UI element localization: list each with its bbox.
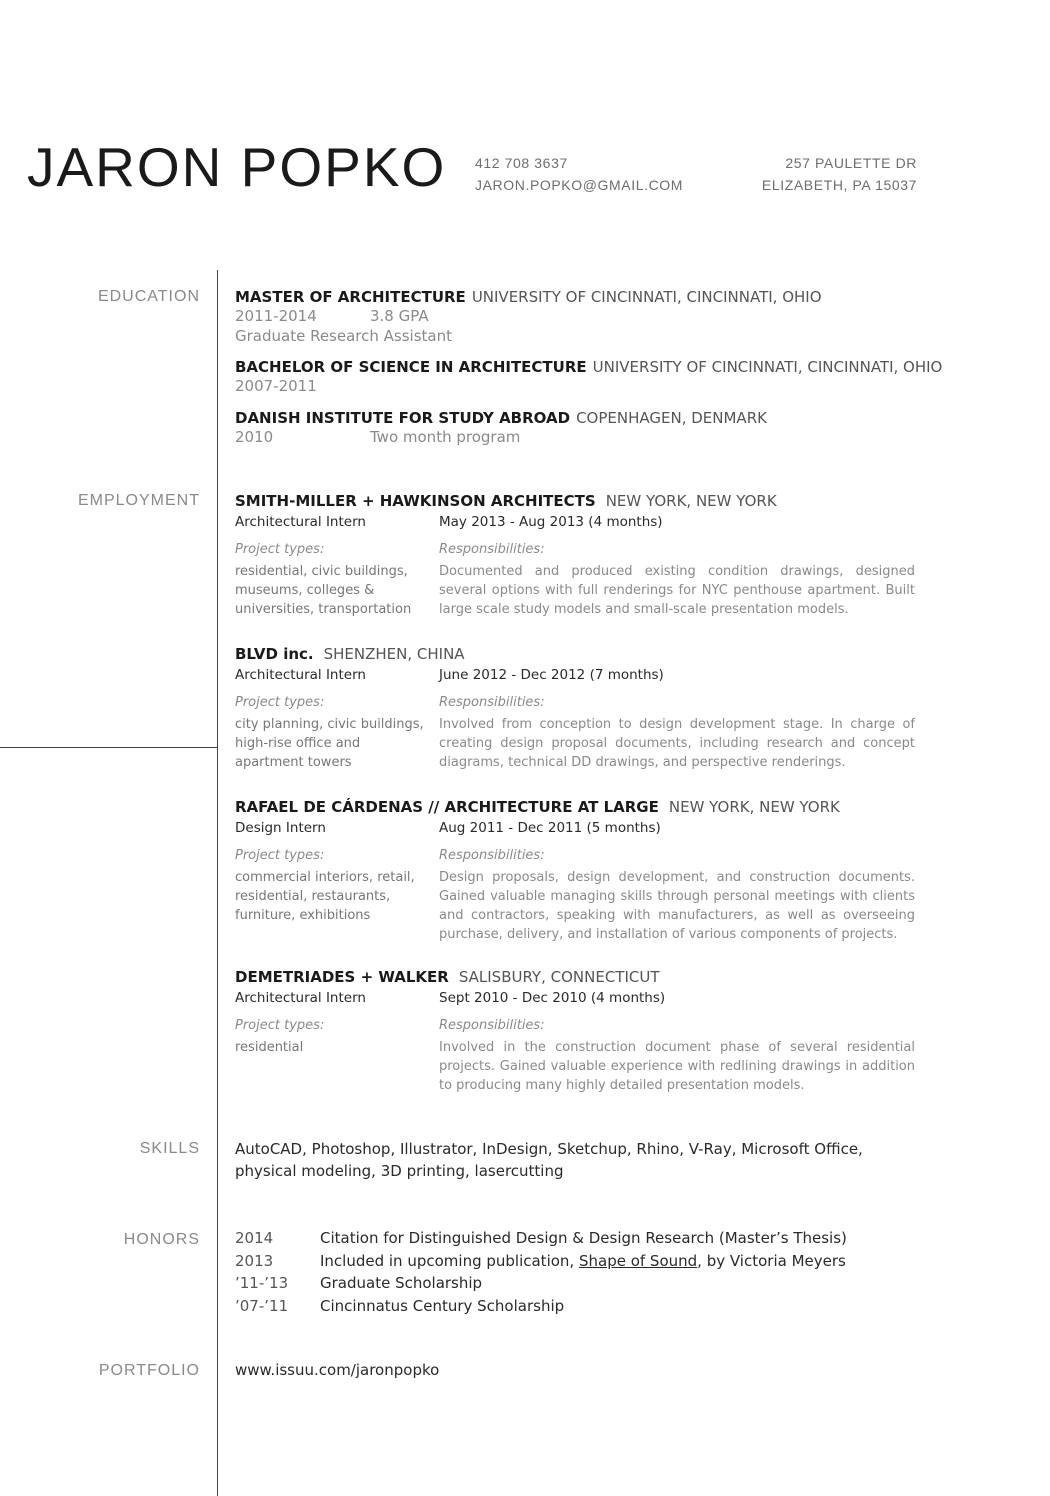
firm-location: SALISBURY, CONNECTICUT [458,968,660,986]
job-role: Architectural Intern [235,514,366,530]
section-label-employment: EMPLOYMENT [77,492,200,509]
project-types: city planning, civic buildings, high-rise office and apartment towers [235,717,424,770]
project-types-label: Project types: [235,1018,325,1033]
job-dates: Sept 2010 - Dec 2010 (4 months) [439,990,666,1006]
education-years: 2007-2011 [235,377,317,395]
section-label-education: EDUCATION [97,288,200,305]
job-role: Design Intern [235,820,326,836]
project-types-label: Project types: [235,542,325,557]
employment-entry [235,491,925,630]
honor-year: ’11-’13 [235,1274,289,1292]
portfolio-link[interactable]: www.issuu.com/jaronpopko [235,1361,440,1379]
responsibilities: Design proposals, design development, and construction documents. Gained valuable managing skills through personal meetings with clients and contractors, speaking with manufacturers, as well as overseeing purchase, delivery, and installation of various components of projects. [439,870,915,942]
degree-title: BACHELOR OF SCIENCE IN ARCHITECTURE [235,358,587,376]
honor-text: Citation for Distinguished Design & Design Research (Master’s Thesis) [320,1229,847,1247]
education-entry [235,408,925,448]
resume-name: JARON POPKO [27,136,447,198]
education-note: Graduate Research Assistant [235,326,452,345]
firm-location: SHENZHEN, CHINA [323,645,465,663]
skills-line-2: physical modeling, 3D printing, lasercutting [235,1162,564,1180]
responsibilities-label: Responsibilities: [439,695,545,710]
job-dates: June 2012 - Dec 2012 (7 months) [439,667,664,683]
firm-location: NEW YORK, NEW YORK [668,798,840,816]
honor-item [235,1252,925,1275]
responsibilities: Documented and produced existing condition drawings, designed several options with full renderings for NYC penthouse apartment. Built large scale study models and small-scale presentation models. [439,564,915,617]
section-label-portfolio: PORTFOLIO [98,1362,200,1379]
responsibilities-label: Responsibilities: [439,1018,545,1033]
school-location: UNIVERSITY OF CINCINNATI, CINCINNATI, OHIO [471,288,822,306]
skills-list [235,1138,925,1182]
education-entry [235,357,943,397]
responsibilities-label: Responsibilities: [439,848,545,863]
job-role: Architectural Intern [235,667,366,683]
job-role: Architectural Intern [235,990,366,1006]
project-types: commercial interiors, retail, residential, restaurants, furniture, exhibitions [235,870,415,923]
honor-item [235,1297,925,1320]
address-line-1: 257 PAULETTE DR [785,155,917,171]
firm-name: SMITH-MILLER + HAWKINSON ARCHITECTS [235,492,596,510]
project-types-label: Project types: [235,695,325,710]
job-dates: Aug 2011 - Dec 2011 (5 months) [439,820,661,836]
publication-title: Shape of Sound [578,1251,698,1270]
mailing-address [762,152,917,196]
employment-entry [235,644,925,773]
project-types: residential, civic buildings, museums, colleges & universities, transportation [235,564,412,617]
job-dates: May 2013 - Aug 2013 (4 months) [439,514,663,530]
responsibilities: Involved in the construction document phase of several residential projects. Gained valuable experience with redlining drawings in addition to producing many highly detailed presentation models. [439,1040,915,1093]
email-address: JARON.POPKO@GMAIL.COM [475,177,684,193]
honor-item [235,1229,925,1252]
horizontal-divider [0,747,218,748]
honor-text: Included in upcoming publication, [320,1251,579,1270]
skills-line-1: AutoCAD, Photoshop, Illustrator, InDesign, Sketchup, Rhino, V-Ray, Microsoft Office, [235,1140,863,1158]
education-note: Two month program [370,428,521,446]
education-entry [235,287,925,346]
honor-text: Cincinnatus Century Scholarship [320,1296,565,1315]
honor-year: ’07-’11 [235,1296,289,1315]
contact-info [475,152,683,196]
employment-entry [235,797,925,946]
phone-number: 412 708 3637 [475,155,568,171]
education-years: 2010 [235,428,274,446]
firm-name: BLVD inc. [235,645,314,663]
honor-year: 2013 [235,1251,274,1270]
honor-year: 2014 [235,1229,274,1247]
education-gpa: 3.8 GPA [370,307,429,325]
degree-title: MASTER OF ARCHITECTURE [235,288,466,306]
responsibilities-label: Responsibilities: [439,542,545,557]
section-label-honors: HONORS [123,1231,200,1248]
school-location: UNIVERSITY OF CINCINNATI, CINCINNATI, OHIO [592,358,943,376]
firm-name: DEMETRIADES + WALKER [235,968,449,986]
vertical-divider [217,270,218,1496]
honor-item [235,1274,925,1297]
address-line-2: ELIZABETH, PA 15037 [761,177,917,193]
firm-location: NEW YORK, NEW YORK [605,492,777,510]
employment-entry [235,967,925,1096]
responsibilities: Involved from conception to design development stage. In charge of creating design proposal documents, including research and concept diagrams, technical DD drawings, and perspective renderings. [439,717,915,770]
education-years: 2011-2014 [235,307,317,325]
school-location: COPENHAGEN, DENMARK [576,409,767,427]
degree-title: DANISH INSTITUTE FOR STUDY ABROAD [235,409,571,427]
project-types: residential [235,1040,304,1055]
project-types-label: Project types: [235,848,325,863]
honor-text-suffix: , by Victoria Meyers [697,1251,846,1270]
firm-name: RAFAEL DE CÁRDENAS // ARCHITECTURE AT LARGE [235,798,659,816]
honor-text: Graduate Scholarship [320,1274,483,1292]
honors-list [235,1229,925,1319]
section-label-skills: SKILLS [139,1140,200,1157]
